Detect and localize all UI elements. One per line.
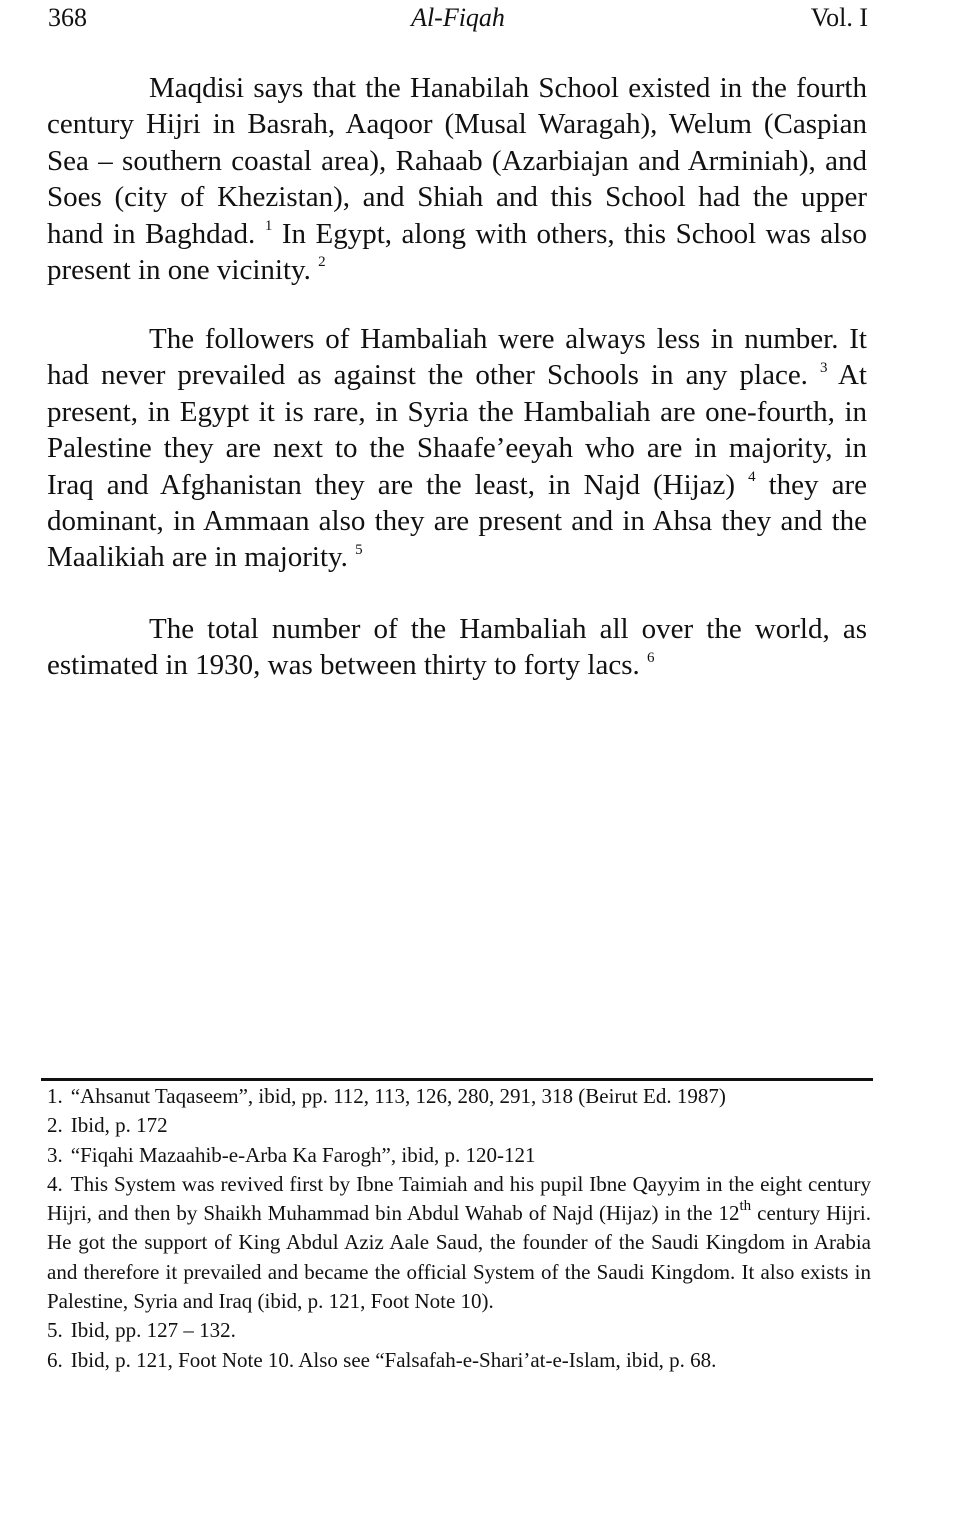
running-header: [48, 2, 868, 34]
footnote-text: This System was revived first by Ibne Taimiah and his pupil Ibne Qayyim in the eight century Hijri, and then by Shaikh Muhammad bin Abdul Wahab of Najd (Hijaz) in the 12: [47, 1171, 871, 1226]
footnote-2: [47, 1111, 871, 1140]
book-title: Al-Fiqah: [411, 3, 505, 32]
footnote-5: [47, 1316, 871, 1345]
footnote-ref-2[interactable]: 2: [318, 254, 326, 271]
body-paragraph-1: [47, 70, 867, 288]
footnote-ref-1[interactable]: 1: [264, 217, 273, 234]
volume-label: Vol. I: [810, 3, 868, 32]
footnote-6: [47, 1346, 871, 1375]
footnote-text: “Fiqahi Mazaahib-e-Arba Ka Farogh”, ibid, p. 120-121: [70, 1142, 536, 1167]
ordinal-suffix: th: [739, 1198, 752, 1215]
footnote-number: 5.: [47, 1318, 63, 1343]
paragraph-text: In Egypt, along with others, this School was also present in one vicinity.: [47, 217, 867, 287]
paragraph-text: Maqdisi says that the Hanabilah School existed in the fourth century Hijri in Basrah, Aaqoor (Musal Waragah), Welum (Caspian Sea – southern coastal area), Rahaab (Azarbiajan and Arminiah), and Soes (city of Khezistan), and Shiah and this School had the upper hand in Baghdad.: [47, 72, 867, 250]
footnote-text: Ibid, p. 172: [70, 1113, 168, 1138]
footnote-4: [47, 1170, 871, 1316]
paragraph-text: At present, in Egypt it is rare, in Syria the Hambaliah are one-fourth, in Palestine they are next to the Shaafe’eeyah who are in majority, in Iraq and Afghanistan they are the least, in Najd (Hijaz): [47, 359, 867, 501]
footnote-number: 3.: [47, 1142, 63, 1167]
footnote-text: century Hijri. He got the support of King Abdul Aziz Aale Saud, the founder of the Saudi Kingdom in Arabia and therefore it prevailed and became the official System of the Saudi Kingdom. It also exists in Palestine, Syria and Iraq (ibid, p. 121, Foot Note 10).: [47, 1201, 871, 1314]
footnote-ref-6[interactable]: 6: [647, 649, 655, 666]
footnote-divider: [41, 1078, 873, 1081]
page-number: 368: [48, 3, 87, 32]
body-paragraph-3: [47, 611, 867, 684]
paragraph-text: The total number of the Hambaliah all over the world, as estimated in 1930, was between thirty to forty lacs.: [47, 613, 867, 682]
footnote-text: Ibid, p. 121, Foot Note 10. Also see “Falsafah-e-Shari’at-e-Islam, ibid, p. 68.: [70, 1347, 717, 1372]
footnote-ref-4[interactable]: 4: [748, 468, 756, 485]
footnote-number: 1.: [47, 1084, 63, 1108]
footnote-ref-3[interactable]: 3: [820, 359, 828, 376]
body-paragraph-2: [47, 321, 867, 576]
footnote-number: 4.: [47, 1171, 63, 1196]
footnote-text: Ibid, pp. 127 – 132.: [70, 1318, 236, 1343]
footnote-1: [47, 1082, 871, 1111]
paragraph-text: The followers of Hambaliah were always less in number. It had never prevailed as against the other Schools in any place.: [47, 323, 867, 392]
footnote-number: 6.: [47, 1347, 63, 1372]
footnote-ref-5[interactable]: 5: [355, 541, 363, 558]
footnote-3: [47, 1141, 871, 1170]
paragraph-text: they are dominant, in Ammaan also they are present and in Ahsa they and the Maalikiah are in majority.: [47, 468, 867, 574]
footnotes-list: [47, 1082, 871, 1375]
footnote-text: “Ahsanut Taqaseem”, ibid, pp. 112, 113, 126, 280, 291, 318 (Beirut Ed. 1987): [70, 1084, 726, 1108]
footnote-number: 2.: [47, 1113, 63, 1138]
